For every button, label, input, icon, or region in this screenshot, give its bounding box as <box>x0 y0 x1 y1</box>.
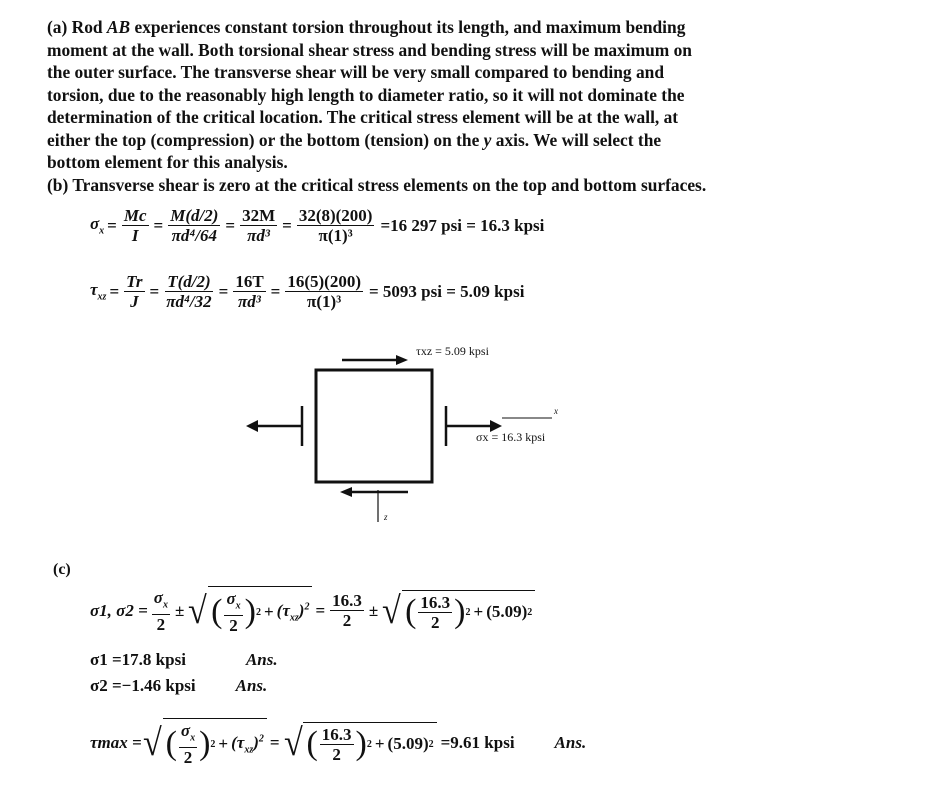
part-a-line-1: (a) Rod AB experiences constant torsion throughout its length, and maximum bending <box>47 17 686 37</box>
part-a-line-4: torsion, due to the reasonably high length to diameter ratio, so it will not dominate the <box>47 84 685 105</box>
fraction: $\frac{Tr}{J}$ <box>126 272 143 311</box>
stress-element-square <box>316 370 432 482</box>
sigma1-result: σ1 =17.8 kpsi Ans. <box>90 650 278 669</box>
tau-xz-equation: $\tau_{xz}$ = $\frac{Tr}{J}$ = $\frac{T(d/2)}{\text{πd⁴/32}}$ = $\frac{16T}{\text{πd³}}$ = $\frac{16(5)(200)}{\text{π(1)³}}$ = 5093 psi = 5.09 kpsi <box>90 272 525 311</box>
fraction: $\frac{32(8)(200)}{\text{π(1)³}}$ <box>298 206 373 245</box>
sigma2-result: σ2 =−1.46 kpsi Ans. <box>90 676 268 695</box>
part-a-line-2: moment at the wall. Both torsional shear stress and bending stress will be maximum on <box>47 39 692 60</box>
fraction: $\frac{\sigma_x}{2}$ <box>153 587 168 634</box>
tau-xz-result: = 5093 psi = 5.09 kpsi <box>369 281 525 301</box>
x-axis-label: x <box>554 406 558 416</box>
fraction: $\frac{M(d/2)}{\text{πd⁴/64}}$ <box>170 206 219 245</box>
part-a-line-5: determination of the critical location. The critical stress element will be at the wall, at <box>47 107 679 127</box>
part-a-tag: (a) <box>47 17 68 37</box>
tau-xz-symbol: $\tau_{xz}$ <box>90 280 107 303</box>
part-a-paragraph <box>47 16 907 196</box>
part-a-line-7: bottom element for this analysis. <box>47 152 288 172</box>
ans-label: Ans. <box>245 650 278 669</box>
tau-max-result: =9.61 kpsi <box>440 732 515 752</box>
sigma-label: σx = 16.3 kpsi <box>476 430 546 444</box>
sqrt-expression: √ ( $\frac{\sigma_x}{2}$ ) 2 + $(\tau_{xz})^2$ <box>187 586 312 635</box>
sqrt-expression: √ ( $\frac{16.3}{2}$ ) 2 + (5.09) 2 <box>381 590 535 632</box>
part-b-line: (b) Transverse shear is zero at the critical stress elements on the top and bottom surfaces. <box>47 174 707 195</box>
part-a-line-6: either the top (compression) or the bottom (tension) on the y axis. We will select the <box>47 129 662 150</box>
ans-label: Ans. <box>235 676 268 695</box>
principal-stress-equation: σ1, σ2 = $\frac{\sigma_x}{2}$ ± √ ( $\frac{\sigma_x}{2}$ ) 2 + $(\tau_{xz})^2$ = $\frac{16.3}{2}$ ± √ ( $\frac{16.3}{2}$ ) 2 + (5.09) 2 <box>90 586 535 635</box>
sigma-x-equation: $\sigma_x$ = $\frac{Mc}{I}$ = $\frac{M(d/2)}{\text{πd⁴/64}}$ = $\frac{32M}{\text{πd³}}$ = $\frac{32(8)(200)}{\text{π(1)³}}$ =16 297 psi = 16.3 kpsi <box>90 206 545 245</box>
ans-label: Ans. <box>554 732 587 752</box>
tau-max-equation: τmax = √ ( $\frac{\sigma_x}{2}$ ) 2 + $(\tau_{xz})^2$ = √ ( $\frac{16.3}{2}$ ) 2 + (5.09) 2 =9.61 kpsi Ans. <box>90 718 586 767</box>
part-a-line-3: the outer surface. The transverse shear will be very small compared to bending and <box>47 62 665 82</box>
part-c-tag: (c) <box>53 561 71 578</box>
part-b-tag: (b) <box>47 174 69 195</box>
fraction: $\frac{32M}{\text{πd³}}$ <box>242 206 276 245</box>
tau-label: τxz = 5.09 kpsi <box>416 344 489 358</box>
fraction: $\frac{Mc}{I}$ <box>123 206 147 245</box>
fraction: $\frac{16.3}{2}$ <box>332 591 362 631</box>
stress-element-svg <box>240 340 600 530</box>
stress-element-diagram <box>240 340 600 530</box>
sigma-x-symbol: $\sigma_x$ <box>90 214 105 237</box>
fraction: $\frac{16T}{\text{πd³}}$ <box>235 272 264 311</box>
sigma-x-result: =16 297 psi = 16.3 kpsi <box>380 215 545 235</box>
fraction: $\frac{T(d/2)}{\text{πd⁴/32}}$ <box>166 272 212 311</box>
fraction: $\frac{16(5)(200)}{\text{π(1)³}}$ <box>287 272 361 311</box>
sqrt-expression: √ ( $\frac{\sigma_x}{2}$ ) 2 + $(\tau_{xz})^2$ <box>142 718 267 767</box>
sqrt-expression: √ ( $\frac{16.3}{2}$ ) 2 + (5.09) 2 <box>283 722 437 764</box>
z-axis-label: z <box>384 512 388 522</box>
